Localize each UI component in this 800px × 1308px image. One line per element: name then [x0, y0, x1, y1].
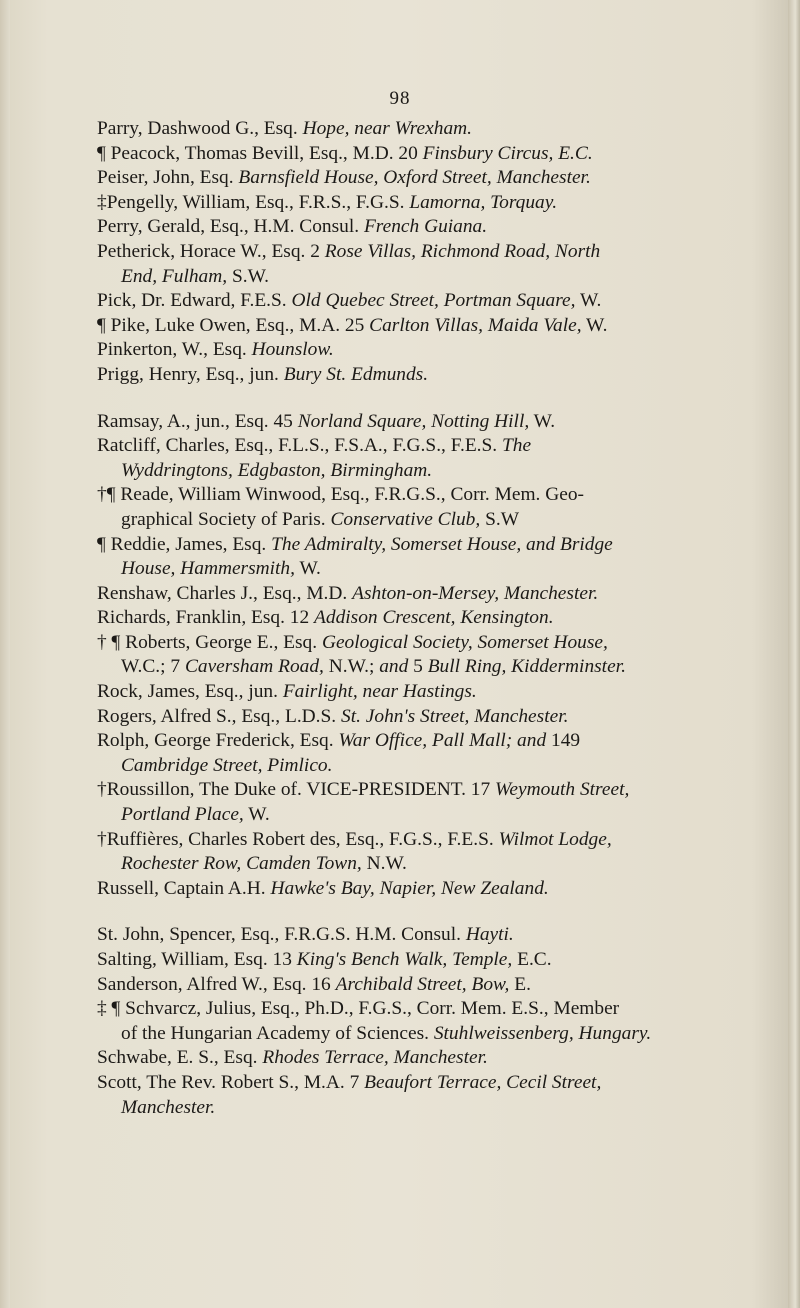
member-entry: [97, 434, 780, 483]
member-text: Ramsay, A., jun., Esq. 45: [97, 410, 298, 432]
member-entry: [97, 363, 780, 388]
entry-line: [97, 142, 780, 167]
entry-continuation-line: [97, 852, 780, 877]
address-text: Rose Villas, Richmond Road, North: [324, 240, 601, 262]
entry-line: [97, 877, 780, 902]
member-text: Rogers, Alfred S., Esq., L.D.S.: [97, 705, 341, 727]
address-text: Barnsfield House, Oxford Street, Manchester.: [238, 167, 591, 189]
address-text: Hawke's Bay, Napier, New Zealand.: [270, 877, 549, 899]
entry-line: [97, 289, 780, 314]
member-text: Perry, Gerald, Esq., H.M. Consul.: [97, 216, 364, 238]
member-entry: [97, 729, 780, 778]
member-text: N.W.: [361, 853, 407, 875]
member-entry: [97, 877, 780, 902]
member-text: ¶ Peacock, Thomas Bevill, Esq., M.D. 20: [97, 142, 423, 164]
member-entry: [97, 582, 780, 607]
member-text: W.: [294, 558, 321, 580]
address-text: Norland Square, Notting Hill,: [297, 410, 530, 432]
member-entry: [97, 338, 780, 363]
entry-continuation-line: [97, 557, 780, 582]
address-text: and: [379, 656, 409, 678]
member-entry: [97, 1071, 780, 1120]
member-text: W.: [575, 290, 602, 312]
entry-line: [97, 533, 780, 558]
member-group: [97, 410, 780, 902]
member-entry: [97, 215, 780, 240]
entry-line: [97, 1071, 780, 1096]
entry-line: [97, 117, 780, 142]
member-entry: [97, 240, 780, 289]
member-text: E.C.: [512, 949, 552, 970]
address-text: Wilmot Lodge,: [498, 828, 612, 850]
page-number: 98: [389, 88, 411, 109]
entry-line: [97, 166, 780, 191]
member-text: † ¶ Roberts, George E., Esq.: [97, 631, 322, 653]
member-text: †Roussillon, The Duke of. VICE-PRESIDENT. 17: [97, 779, 496, 801]
member-text: Renshaw, Charles J., Esq., M.D.: [97, 582, 353, 604]
entry-line: [97, 680, 780, 705]
member-text: graphical Society of Paris.: [121, 508, 331, 530]
member-text: Schwabe, E. S., Esq.: [97, 1047, 263, 1069]
member-text: Rock, James, Esq., jun.: [97, 681, 283, 703]
member-entry: [97, 1046, 780, 1071]
entry-line: [97, 483, 780, 508]
address-text: Wyddringtons, Edgbaston, Birmingham.: [121, 459, 433, 481]
address-text: Bury St. Edmunds.: [283, 363, 429, 385]
member-group: [97, 923, 780, 1120]
address-text: Archibald Street, Bow,: [335, 973, 510, 995]
member-text: 5: [408, 656, 428, 678]
member-text: ¶ Reddie, James, Esq.: [97, 533, 272, 555]
entry-line: [97, 828, 780, 853]
address-text: Fairlight, near Hastings.: [282, 681, 477, 703]
group-spacer: [97, 901, 780, 923]
address-text: The: [502, 435, 532, 457]
member-entry: [97, 606, 780, 631]
page-left-edge: [0, 0, 10, 1308]
member-text: †¶ Reade, William Winwood, Esq., F.R.G.S., Corr. Mem. Geo-: [97, 484, 584, 506]
member-entry: [97, 117, 780, 142]
member-entry: [97, 923, 780, 948]
member-text: Petherick, Horace W., Esq. 2: [97, 240, 325, 262]
member-group: [97, 117, 780, 388]
member-text: of the Hungarian Academy of Sciences.: [121, 1022, 434, 1044]
entry-line: [97, 778, 780, 803]
member-text: W.C.; 7: [121, 656, 185, 678]
address-text: Manchester.: [121, 1096, 216, 1118]
address-text: Hope, near Wrexham.: [302, 118, 473, 139]
address-text: Rhodes Terrace, Manchester.: [262, 1047, 488, 1069]
entry-line: [97, 997, 780, 1022]
entry-line: [97, 215, 780, 240]
entry-continuation-line: [97, 803, 780, 828]
entry-line: [97, 434, 780, 459]
member-text: ¶ Pike, Luke Owen, Esq., M.A. 25: [97, 314, 370, 336]
entry-line: [97, 631, 780, 656]
entry-continuation-line: [97, 265, 780, 290]
member-text: St. John, Spencer, Esq., F.R.G.S. H.M. Consul.: [97, 924, 466, 946]
address-text: Bull Ring, Kidderminster.: [427, 656, 626, 678]
member-text: †Ruffières, Charles Robert des, Esq., F.G.S., F.E.S.: [97, 828, 499, 850]
member-text: Richards, Franklin, Esq. 12: [97, 607, 315, 629]
address-text: Old Quebec Street, Portman Square,: [291, 290, 576, 312]
member-text: Pick, Dr. Edward, F.E.S.: [97, 290, 292, 312]
address-text: Hounslow.: [251, 339, 334, 361]
entry-line: [97, 948, 780, 973]
member-entry: [97, 973, 780, 998]
member-entry: [97, 483, 780, 532]
member-entry: [97, 828, 780, 877]
entry-line: [97, 410, 780, 435]
entry-line: [97, 729, 780, 754]
member-text: E.: [509, 973, 531, 995]
member-entry: [97, 166, 780, 191]
member-text: ‡Pengelly, William, Esq., F.R.S., F.G.S.: [97, 191, 410, 213]
entry-line: [97, 338, 780, 363]
member-text: Ratcliff, Charles, Esq., F.L.S., F.S.A., F.G.S., F.E.S.: [97, 435, 502, 457]
group-spacer: [97, 388, 780, 410]
address-text: Stuhlweissenberg, Hungary.: [433, 1022, 652, 1044]
member-entry: [97, 289, 780, 314]
member-entry: [97, 778, 780, 827]
entry-continuation-line: [97, 459, 780, 484]
member-text: Rolph, George Frederick, Esq.: [97, 730, 339, 752]
address-text: Finsbury Circus, E.C.: [422, 142, 593, 164]
address-text: Carlton Villas, Maida Vale,: [369, 314, 582, 336]
member-text: Scott, The Rev. Robert S., M.A. 7: [97, 1071, 365, 1093]
address-text: House, Hammersmith,: [121, 558, 295, 580]
member-entry: [97, 533, 780, 582]
member-text: Russell, Captain A.H.: [97, 877, 271, 899]
member-entry: [97, 680, 780, 705]
member-entry: [97, 948, 780, 973]
address-text: French Guiana.: [363, 216, 488, 238]
member-text: Parry, Dashwood G., Esq.: [97, 118, 303, 139]
member-text: Salting, William, Esq. 13: [97, 949, 297, 970]
member-text: Pinkerton, W., Esq.: [97, 339, 252, 361]
entry-continuation-line: [97, 754, 780, 779]
entry-line: [97, 705, 780, 730]
address-text: Rochester Row, Camden Town,: [121, 853, 362, 875]
address-text: Lamorna, Torquay.: [409, 191, 558, 213]
member-entry: [97, 997, 780, 1046]
address-text: Hayti.: [465, 924, 514, 946]
entry-line: [97, 363, 780, 388]
address-text: Weymouth Street,: [495, 779, 630, 801]
member-text: Peiser, John, Esq.: [97, 167, 239, 189]
entry-continuation-line: [97, 1096, 780, 1121]
member-text: W.: [581, 314, 608, 336]
entry-line: [97, 973, 780, 998]
address-text: End, Fulham,: [121, 265, 228, 287]
entry-line: [97, 1046, 780, 1071]
address-text: War Office, Pall Mall; and: [338, 730, 547, 752]
address-text: Caversham Road,: [184, 656, 324, 678]
entry-continuation-line: [97, 1022, 780, 1047]
address-text: Conservative Club,: [330, 508, 481, 530]
entry-continuation-line: [97, 508, 780, 533]
member-text: W.: [529, 410, 556, 432]
member-text: Prigg, Henry, Esq., jun.: [97, 363, 284, 385]
member-entry: [97, 191, 780, 216]
address-text: Geological Society, Somerset House,: [321, 631, 608, 653]
address-text: Cambridge Street, Pimlico.: [121, 754, 333, 776]
member-text: S.W: [480, 508, 520, 530]
member-text: S.W.: [227, 265, 269, 287]
member-text: ‡ ¶ Schvarcz, Julius, Esq., Ph.D., F.G.S., Corr. Mem. E.S., Member: [97, 998, 620, 1020]
member-entry: [97, 314, 780, 339]
page-right-edge: [788, 0, 800, 1308]
member-text: 149: [546, 730, 581, 752]
address-text: Addison Crescent, Kensington.: [314, 607, 554, 629]
address-text: King's Bench Walk, Temple,: [296, 949, 513, 970]
address-text: St. John's Street, Manchester.: [341, 705, 569, 727]
address-text: Ashton-on-Mersey, Manchester.: [352, 582, 599, 604]
member-entry: [97, 142, 780, 167]
member-entry: [97, 410, 780, 435]
member-entry: [97, 705, 780, 730]
member-text: W.: [243, 804, 270, 826]
address-text: Portland Place,: [121, 804, 244, 826]
address-text: The Admiralty, Somerset House, and Bridge: [271, 533, 613, 555]
entry-line: [97, 582, 780, 607]
member-entry: [97, 631, 780, 680]
entry-line: [97, 191, 780, 216]
member-text: N.W.;: [323, 656, 380, 678]
entry-continuation-line: [97, 655, 780, 680]
entry-line: [97, 240, 780, 265]
member-text: Sanderson, Alfred W., Esq. 16: [97, 973, 336, 995]
entry-line: [97, 923, 780, 948]
entry-line: [97, 314, 780, 339]
member-list: [97, 117, 780, 1120]
address-text: Beaufort Terrace, Cecil Street,: [364, 1071, 602, 1093]
entry-line: [97, 606, 780, 631]
